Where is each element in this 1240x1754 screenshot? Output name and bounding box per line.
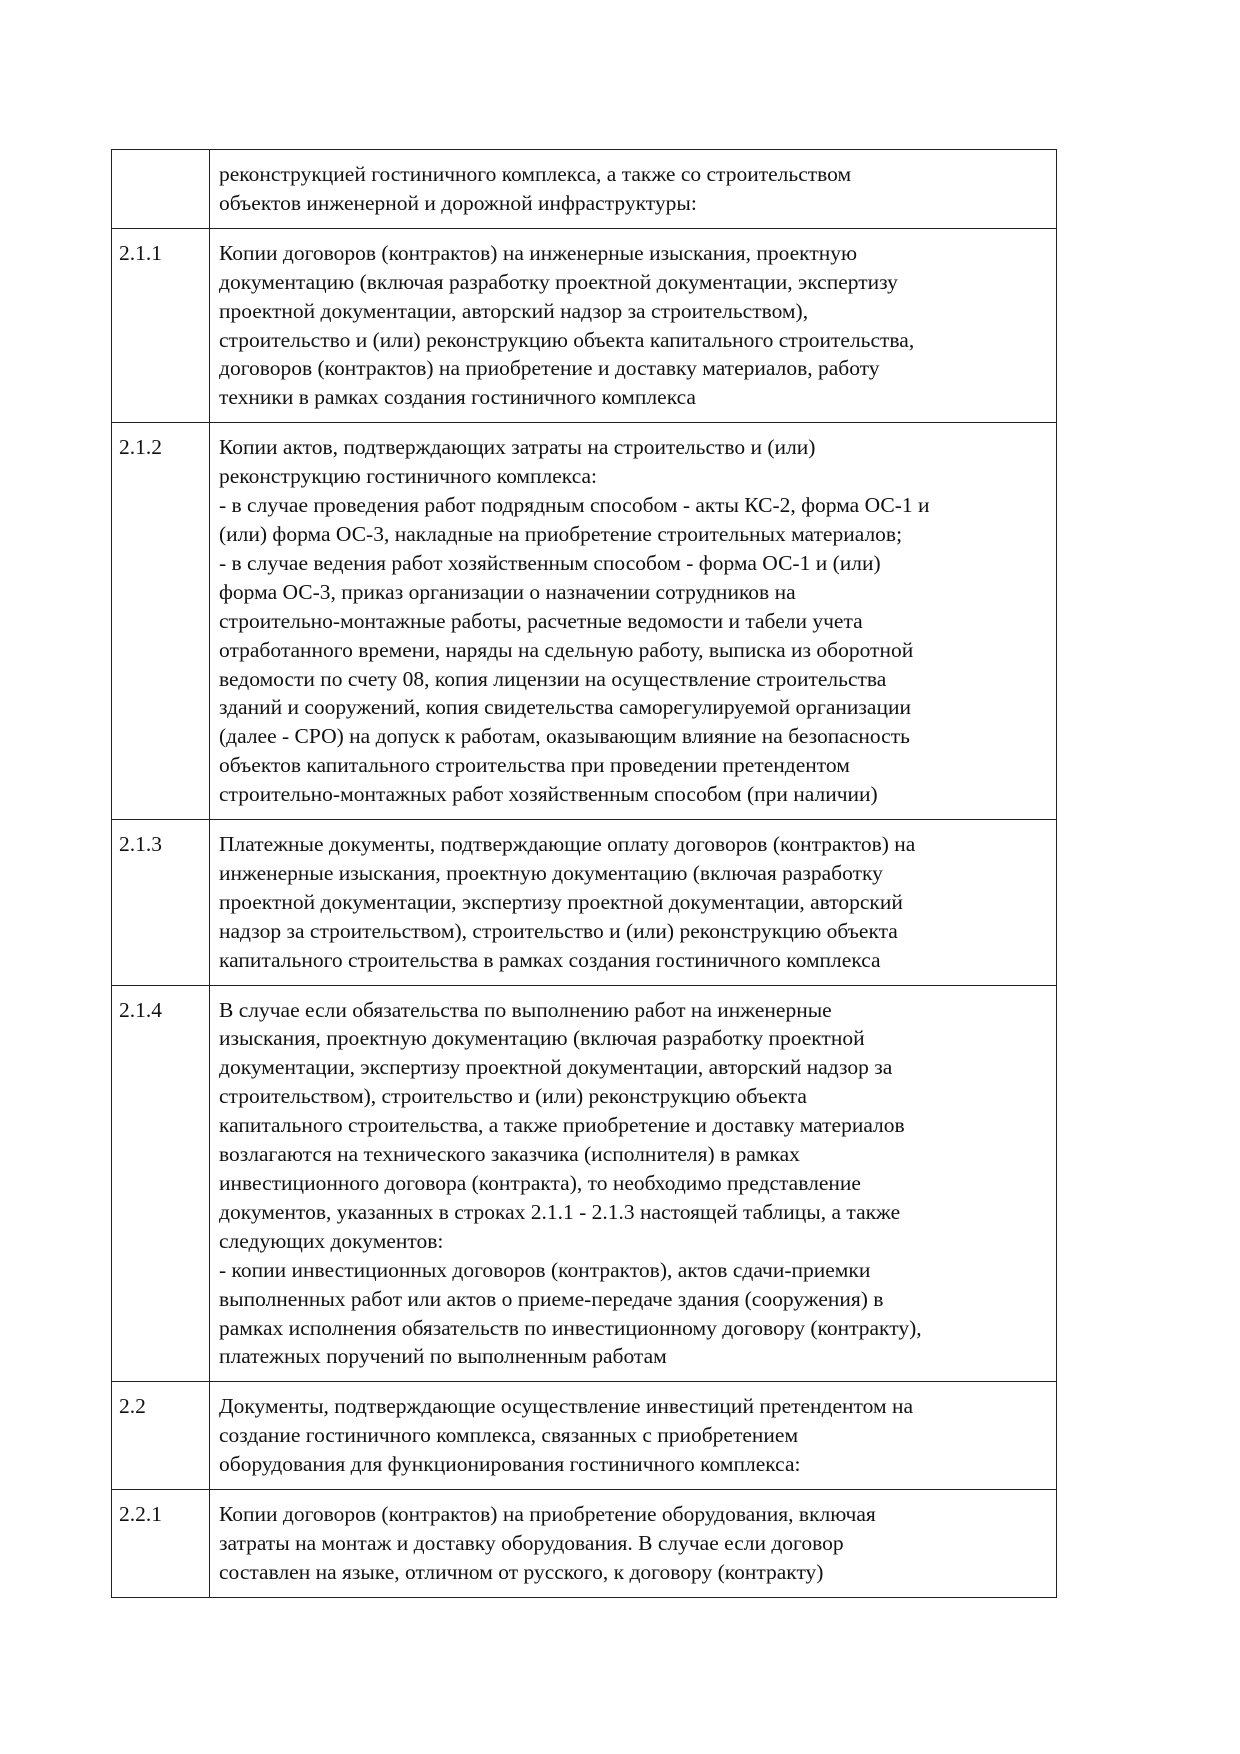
table-row [112,1382,1057,1490]
text-line: документации, экспертизу проектной документации, авторский надзор за [219,1055,893,1080]
text-line: объектов инженерной и дорожной инфраструктуры: [219,190,697,215]
text-line: составлен на языке, отличном от русского, к договору (контракту) [219,1559,824,1584]
row-number: 2.2.1 [112,1490,210,1598]
text-line: (далее - СРО) на допуск к работам, оказывающим влияние на безопасность [219,724,910,749]
text-line: В случае если обязательства по выполнению работ на инженерные [219,997,832,1022]
text-line: строительно-монтажных работ хозяйственным способом (при наличии) [219,782,878,807]
text-line: - в случае проведения работ подрядным способом - акты КС-2, форма ОС-1 и [219,493,930,518]
text-line: возлагаются на технического заказчика (исполнителя) в рамках [219,1142,800,1167]
text-line: (или) форма ОС-3, накладные на приобретение строительных материалов; [219,521,903,546]
row-text [210,985,1057,1382]
text-line: отработанного времени, наряды на сдельную работу, выписка из оборотной [219,637,914,662]
text-line: - в случае ведения работ хозяйственным способом - форма ОС-1 и (или) [219,550,881,575]
text-line: изыскания, проектную документацию (включая разработку проектной [219,1026,865,1051]
text-line: ведомости по счету 08, копия лицензии на осуществление строительства [219,666,887,691]
text-line: Копии договоров (контрактов) на инженерные изыскания, проектную [219,240,858,265]
text-line: строительство и (или) реконструкцию объекта капитального строительства, [219,327,915,352]
text-line: реконструкцию гостиничного комплекса: [219,464,598,489]
table-row [112,423,1057,820]
text-line: следующих документов: [219,1228,444,1253]
row-text [210,423,1057,820]
text-line: капитального строительства, а также приобретение и доставку материалов [219,1113,905,1138]
text-line: строительно-монтажные работы, расчетные ведомости и табели учета [219,608,863,633]
table-row [112,820,1057,986]
text-line: документов, указанных в строках 2.1.1 - 2.1.3 настоящей таблицы, а также [219,1199,901,1224]
text-line: Копии актов, подтверждающих затраты на строительство и (или) [219,435,816,460]
table-body [112,150,1057,1598]
row-text [210,1382,1057,1490]
text-line: - копии инвестиционных договоров (контрактов), актов сдачи-приемки [219,1257,871,1282]
row-text [210,1490,1057,1598]
text-line: договоров (контрактов) на приобретение и доставку материалов, работу [219,356,880,381]
text-line: создание гостиничного комплекса, связанных с приобретением [219,1423,799,1448]
requirements-table [111,149,1057,1598]
text-line: форма ОС-3, приказ организации о назначении сотрудников на [219,579,796,604]
text-line: выполненных работ или актов о приеме-передаче здания (сооружения) в [219,1286,884,1311]
row-text [210,228,1057,422]
table-row [112,1490,1057,1598]
row-text [210,150,1057,229]
text-line: зданий и сооружений, копия свидетельства саморегулируемой организации [219,695,911,720]
row-number: 2.1.2 [112,423,210,820]
row-text [210,820,1057,986]
text-line: проектной документации, экспертизу проектной документации, авторский [219,889,903,914]
text-line: Копии договоров (контрактов) на приобретение оборудования, включая [219,1502,876,1527]
text-line: строительством), строительство и (или) реконструкцию объекта [219,1084,807,1109]
table-row [112,228,1057,422]
row-number: 2.1.3 [112,820,210,986]
text-line: инвестиционного договора (контракта), то необходимо представление [219,1171,861,1195]
text-line: документацию (включая разработку проектной документации, экспертизу [219,269,898,294]
text-line: платежных поручений по выполненным работам [219,1344,667,1369]
text-line: надзор за строительством), строительство и (или) реконструкцию объекта [219,918,898,943]
row-number: 2.1.1 [112,228,210,422]
row-number: 2.1.4 [112,985,210,1382]
text-line: Платежные документы, подтверждающие оплату договоров (контрактов) на [219,832,916,857]
text-line: капитального строительства в рамках создания гостиничного комплекса [219,947,881,972]
text-line: Документы, подтверждающие осуществление инвестиций претендентом на [219,1394,914,1419]
text-line: проектной документации, авторский надзор за строительством), [219,298,809,323]
text-line: реконструкцией гостиничного комплекса, а также со строительством [219,162,852,186]
text-line: инженерные изыскания, проектную документацию (включая разработку [219,860,883,885]
text-line: объектов капитального строительства при проведении претендентом [219,753,850,778]
text-line: техники в рамках создания гостиничного комплекса [219,385,696,410]
text-line: рамках исполнения обязательств по инвестиционному договору (контракту), [219,1315,922,1340]
text-line: затраты на монтаж и доставку оборудования. В случае если договор [219,1530,844,1555]
row-number [112,150,210,229]
text-line: оборудования для функционирования гостиничного комплекса: [219,1452,801,1477]
table-row [112,985,1057,1382]
table-row [112,150,1057,229]
row-number: 2.2 [112,1382,210,1490]
